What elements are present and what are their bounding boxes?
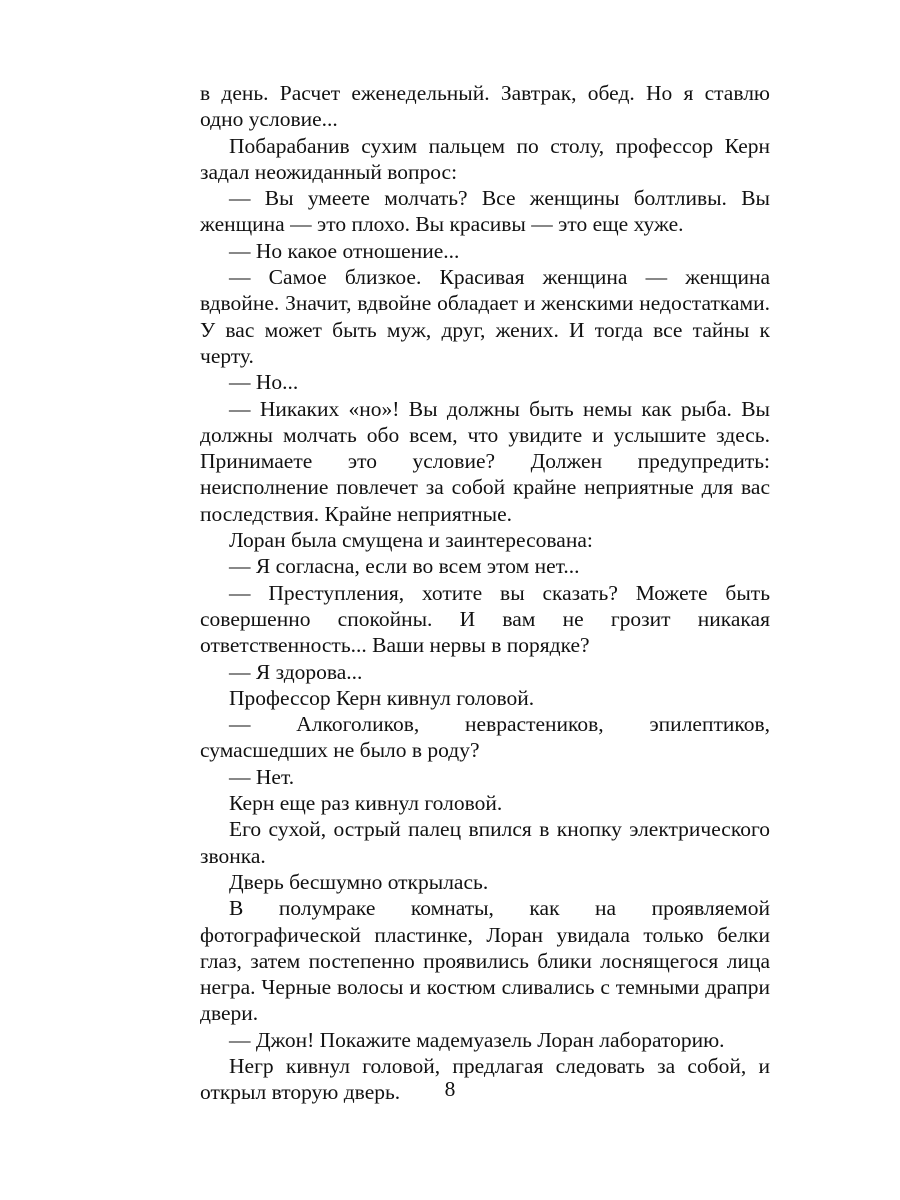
paragraph-9: — Я согласна, если во всем этом нет... bbox=[229, 554, 580, 579]
paragraph-19: — Джон! Покажите мадемуазель Лоран лабораторию. bbox=[229, 1027, 725, 1052]
paragraph-13: — Алкоголиков, неврастеников, эпилептиков, сумасшедших не было в роду? bbox=[200, 712, 770, 763]
paragraph-17: Дверь бесшумно открылась. bbox=[229, 869, 489, 894]
paragraph-20: Негр кивнул головой, предлагая следовать за собой, и открыл вторую дверь. bbox=[200, 1053, 770, 1105]
page-text bbox=[200, 80, 770, 1106]
paragraph-8: Лоран была смущена и заинтересована: bbox=[229, 528, 593, 553]
paragraph-15: Керн еще раз кивнул головой. bbox=[229, 791, 503, 816]
paragraph-3: — Вы умеете молчать? Все женщины болтливы. Вы женщина — это плохо. Вы красивы — это еще хуже. bbox=[200, 186, 770, 237]
paragraph-10: — Преступления, хотите вы сказать? Можете быть совершенно спокойны. И вам не грозит никакая ответственность... Ваши нервы в порядке? bbox=[200, 580, 770, 658]
paragraph-5: — Самое близкое. Красивая женщина — женщина вдвойне. Значит, вдвойне обладает и женскими недостатками. У вас может быть муж, друг, жених. И тогда все тайны к черту. bbox=[200, 265, 770, 368]
paragraph-18: В полумраке комнаты, как на проявляемой фотографической пластинке, Лоран увидала только белки глаз, затем постепенно проявились блики лоснящегося лица негра. Черные волосы и костюм сливались с темными драпри двери. bbox=[200, 896, 770, 1026]
paragraph-11: — Я здорова... bbox=[229, 659, 363, 684]
paragraph-16: Его сухой, острый палец впился в кнопку электрического звонка. bbox=[200, 817, 770, 868]
paragraph-6: — Но... bbox=[229, 370, 299, 395]
paragraph-7: — Никаких «но»! Вы должны быть немы как рыба. Вы должны молчать обо всем, что увидите и услышите здесь. Принимаете это условие? Должен предупредить: неисполнение повлечет за собой крайне неприятные для вас последствия. Крайне неприятные. bbox=[200, 396, 770, 526]
paragraph-4: — Но какое отношение... bbox=[229, 238, 460, 263]
page-number: 8 bbox=[444, 1077, 456, 1101]
paragraph-14: — Нет. bbox=[229, 764, 295, 789]
paragraph-2: Побарабанив сухим пальцем по столу, профессор Керн задал неожиданный вопрос: bbox=[200, 133, 770, 184]
paragraph-12: Профессор Керн кивнул головой. bbox=[229, 685, 535, 710]
paragraph-1: в день. Расчет еженедельный. Завтрак, обед. Но я ставлю одно условие... bbox=[200, 81, 770, 132]
